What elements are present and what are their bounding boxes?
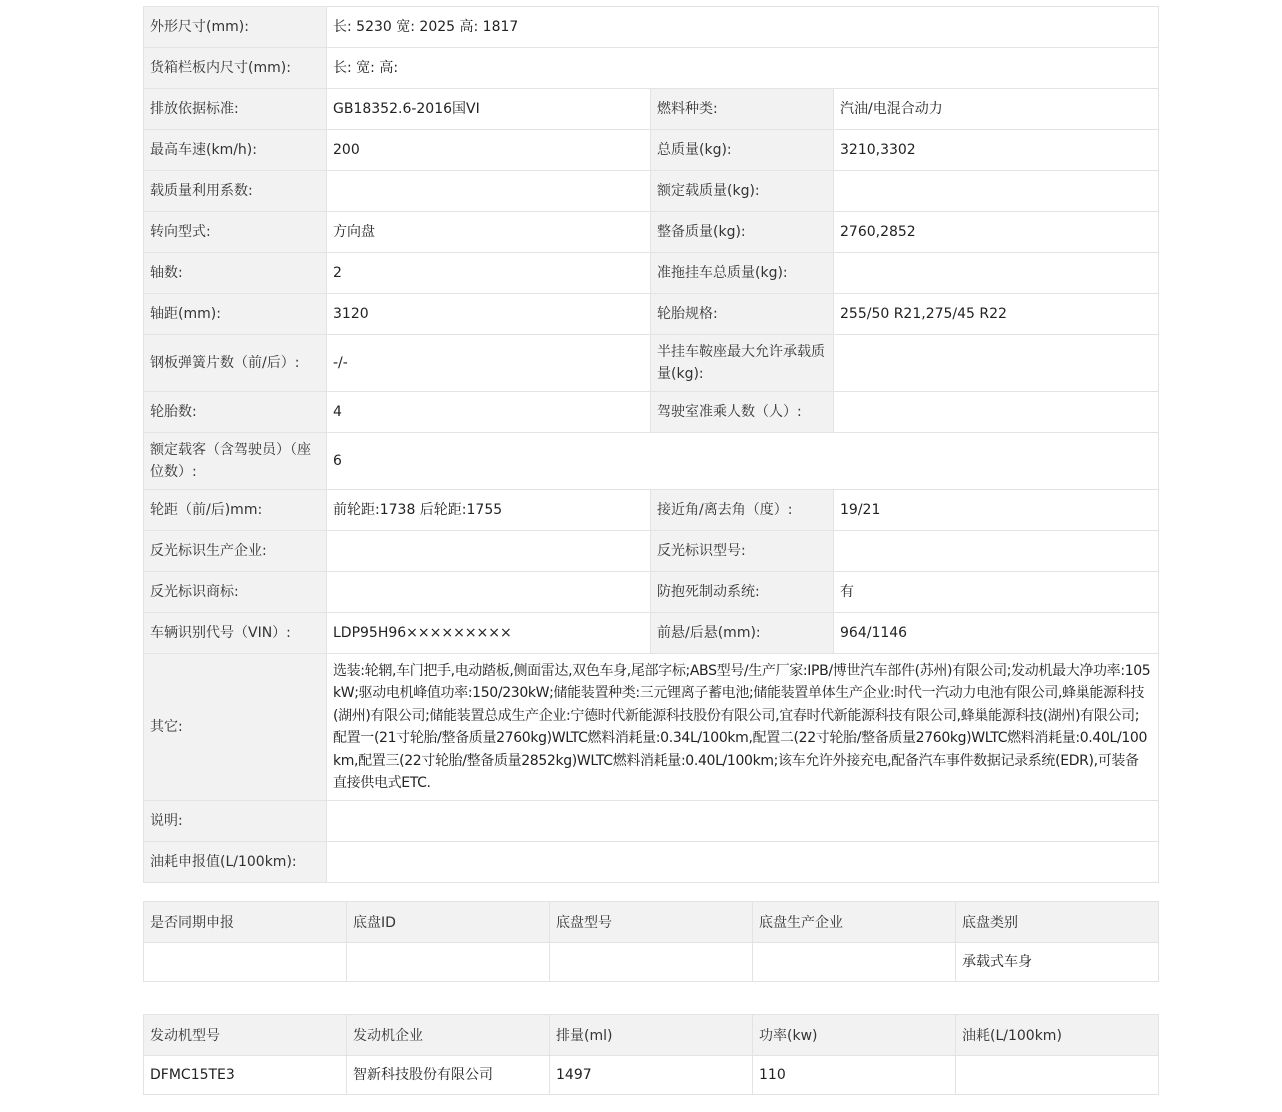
spec-row bbox=[144, 89, 1159, 130]
spec-row bbox=[144, 572, 1159, 613]
cargo-box-value: 长: 宽: 高: bbox=[327, 48, 1159, 89]
vehicle-spec-document bbox=[143, 6, 1158, 1095]
spec-row bbox=[144, 392, 1159, 433]
reflector-brand-value bbox=[327, 572, 651, 613]
overhang-value: 964/1146 bbox=[834, 613, 1159, 654]
axles-value: 2 bbox=[327, 253, 651, 294]
spec-row bbox=[144, 294, 1159, 335]
wheelbase-label: 轴距(mm): bbox=[144, 294, 327, 335]
other-text: 选装:轮辋,车门把手,电动踏板,侧面雷达,双色车身,尾部字标;ABS型号/生产厂家:IPB/博世汽车部件(苏州)有限公司;发动机最大净功率:105kW;驱动电机峰值功率:150/230kW;储能装置种类:三元锂离子蓄电池;储能装置单体生产企业:时代一汽动力电池有限公司,蜂巢能源科技(湖州)有限公司;储能装置总成生产企业:宁德时代新能源科技股份有限公司,宜春时代新能源科技有限公司,蜂巢能源科技(湖州)有限公司;配置一(21寸轮胎/整备质量2760kg)WLTC燃料消耗量:0.34L/100km,配置二(22寸轮胎/整备质量2760kg)WLTC燃料消耗量:0.40L/100km,配置三(22寸轮胎/整备质量2852kg)WLTC燃料消耗量:0.40L/100km;该车允许外接充电,配备汽车事件数据记录系统(EDR),可装备直接供电式ETC. bbox=[333, 662, 1151, 791]
fuel-consumption-value bbox=[327, 842, 1159, 883]
emission-label: 排放依据标准: bbox=[144, 89, 327, 130]
angles-value: 19/21 bbox=[834, 490, 1159, 531]
gross-mass-label: 总质量(kg): bbox=[651, 130, 834, 171]
spec-row-passengers bbox=[144, 433, 1159, 490]
engine-cell: DFMC15TE3 bbox=[144, 1056, 347, 1095]
spec-row bbox=[144, 531, 1159, 572]
cargo-box-label: 货箱栏板内尺寸(mm): bbox=[144, 48, 327, 89]
vin-label: 车辆识别代号（VIN）: bbox=[144, 613, 327, 654]
chassis-header: 底盘型号 bbox=[550, 902, 753, 943]
chassis-cell bbox=[753, 943, 956, 982]
abs-label: 防抱死制动系统: bbox=[651, 572, 834, 613]
passengers-value: 6 bbox=[327, 433, 1159, 490]
spec-row bbox=[144, 335, 1159, 392]
spec-row-fuel-consumption bbox=[144, 842, 1159, 883]
angles-label: 接近角/离去角（度）: bbox=[651, 490, 834, 531]
leaf-springs-value: -/- bbox=[327, 335, 651, 392]
spec-row-note bbox=[144, 801, 1159, 842]
engine-header: 发动机型号 bbox=[144, 1015, 347, 1056]
spec-row-cargo-box bbox=[144, 48, 1159, 89]
fuel-consumption-label: 油耗申报值(L/100km): bbox=[144, 842, 327, 883]
engine-table bbox=[143, 1014, 1159, 1095]
axles-label: 轴数: bbox=[144, 253, 327, 294]
note-label: 说明: bbox=[144, 801, 327, 842]
spec-row bbox=[144, 171, 1159, 212]
top-speed-label: 最高车速(km/h): bbox=[144, 130, 327, 171]
top-speed-value: 200 bbox=[327, 130, 651, 171]
saddle-load-value bbox=[834, 335, 1159, 392]
spec-row-other bbox=[144, 654, 1159, 801]
leaf-springs-label: 钢板弹簧片数（前/后）: bbox=[144, 335, 327, 392]
chassis-cell bbox=[347, 943, 550, 982]
chassis-header: 底盘生产企业 bbox=[753, 902, 956, 943]
engine-header-row bbox=[144, 1015, 1159, 1056]
tire-count-value: 4 bbox=[327, 392, 651, 433]
tire-spec-value: 255/50 R21,275/45 R22 bbox=[834, 294, 1159, 335]
overhang-label: 前悬/后悬(mm): bbox=[651, 613, 834, 654]
cab-seats-value bbox=[834, 392, 1159, 433]
saddle-load-label: 半挂车鞍座最大允许承载质量(kg): bbox=[651, 335, 834, 392]
spec-table bbox=[143, 6, 1159, 883]
reflector-model-label: 反光标识型号: bbox=[651, 531, 834, 572]
wheelbase-value: 3120 bbox=[327, 294, 651, 335]
dimensions-label: 外形尺寸(mm): bbox=[144, 7, 327, 48]
abs-value: 有 bbox=[834, 572, 1159, 613]
chassis-cell: 承载式车身 bbox=[956, 943, 1159, 982]
engine-row bbox=[144, 1056, 1159, 1095]
spec-row bbox=[144, 613, 1159, 654]
trailer-mass-value bbox=[834, 253, 1159, 294]
engine-header: 油耗(L/100km) bbox=[956, 1015, 1159, 1056]
chassis-header: 底盘ID bbox=[347, 902, 550, 943]
chassis-header-row bbox=[144, 902, 1159, 943]
chassis-header: 底盘类别 bbox=[956, 902, 1159, 943]
load-factor-label: 载质量利用系数: bbox=[144, 171, 327, 212]
load-factor-value bbox=[327, 171, 651, 212]
engine-header: 发动机企业 bbox=[347, 1015, 550, 1056]
engine-header: 排量(ml) bbox=[550, 1015, 753, 1056]
rated-load-label: 额定载质量(kg): bbox=[651, 171, 834, 212]
engine-cell: 智新科技股份有限公司 bbox=[347, 1056, 550, 1095]
track-label: 轮距（前/后)mm: bbox=[144, 490, 327, 531]
spec-row bbox=[144, 212, 1159, 253]
chassis-row bbox=[144, 943, 1159, 982]
track-value: 前轮距:1738 后轮距:1755 bbox=[327, 490, 651, 531]
reflector-maker-label: 反光标识生产企业: bbox=[144, 531, 327, 572]
chassis-cell bbox=[144, 943, 347, 982]
note-value bbox=[327, 801, 1159, 842]
spec-row bbox=[144, 490, 1159, 531]
gross-mass-value: 3210,3302 bbox=[834, 130, 1159, 171]
emission-value: GB18352.6-2016国VI bbox=[327, 89, 651, 130]
chassis-cell bbox=[550, 943, 753, 982]
reflector-maker-value bbox=[327, 531, 651, 572]
curb-mass-label: 整备质量(kg): bbox=[651, 212, 834, 253]
trailer-mass-label: 准拖挂车总质量(kg): bbox=[651, 253, 834, 294]
curb-mass-value: 2760,2852 bbox=[834, 212, 1159, 253]
tire-count-label: 轮胎数: bbox=[144, 392, 327, 433]
engine-header: 功率(kw) bbox=[753, 1015, 956, 1056]
engine-cell: 110 bbox=[753, 1056, 956, 1095]
rated-load-value bbox=[834, 171, 1159, 212]
spec-row bbox=[144, 253, 1159, 294]
other-value bbox=[327, 654, 1159, 801]
engine-cell bbox=[956, 1056, 1159, 1095]
passengers-label: 额定载客（含驾驶员）（座位数）: bbox=[144, 433, 327, 490]
reflector-model-value bbox=[834, 531, 1159, 572]
cab-seats-label: 驾驶室准乘人数（人）: bbox=[651, 392, 834, 433]
chassis-table bbox=[143, 901, 1159, 982]
steering-label: 转向型式: bbox=[144, 212, 327, 253]
tire-spec-label: 轮胎规格: bbox=[651, 294, 834, 335]
vin-value: LDP95H96××××××××× bbox=[327, 613, 651, 654]
steering-value: 方向盘 bbox=[327, 212, 651, 253]
fuel-type-value: 汽油/电混合动力 bbox=[834, 89, 1159, 130]
chassis-header: 是否同期申报 bbox=[144, 902, 347, 943]
engine-cell: 1497 bbox=[550, 1056, 753, 1095]
fuel-type-label: 燃料种类: bbox=[651, 89, 834, 130]
dimensions-value: 长: 5230 宽: 2025 高: 1817 bbox=[327, 7, 1159, 48]
other-label: 其它: bbox=[144, 654, 327, 801]
spec-row bbox=[144, 130, 1159, 171]
spec-row-dimensions bbox=[144, 7, 1159, 48]
reflector-brand-label: 反光标识商标: bbox=[144, 572, 327, 613]
